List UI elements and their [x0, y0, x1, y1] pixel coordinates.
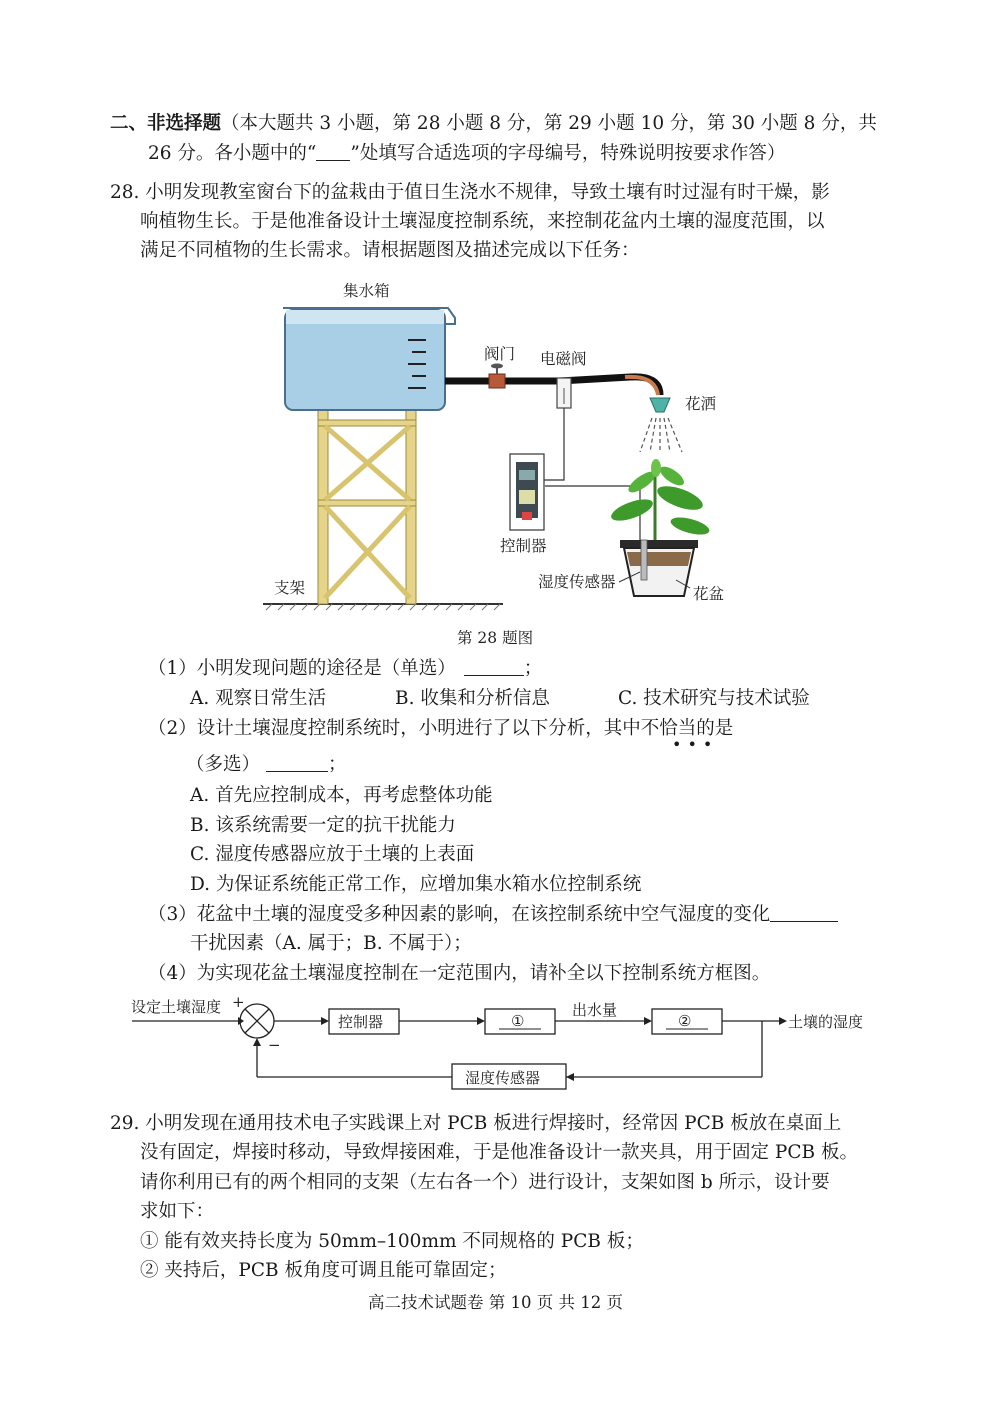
humidity-sensor-probe	[641, 540, 647, 580]
q28-p1-text: （1）小明发现问题的途径是（单选）	[148, 658, 456, 679]
q28-p2-end: ；	[328, 754, 347, 775]
q28-p2-emphasis: 不恰当	[640, 718, 697, 739]
block-input-label: 设定土壤湿度	[131, 998, 222, 1016]
stand	[318, 408, 416, 604]
q28-p1-answer-blank[interactable]	[464, 657, 524, 676]
label-valve: 阀门	[484, 345, 516, 363]
q28-p1-end: ；	[523, 658, 543, 679]
block-controller: 控制器	[338, 1013, 384, 1031]
q28-p2-text-a: （2）设计土壤湿度控制系统时，小明进行了以下分析，其中	[148, 718, 641, 739]
q28-p3-line2: 干扰因素（A. 属于；B. 不属于）；	[190, 933, 472, 954]
q28-p1-option-a: A. 观察日常生活	[190, 688, 327, 709]
block-blank-2: ②	[678, 1012, 692, 1030]
block-blank-1: ①	[511, 1012, 525, 1030]
plant-icon	[609, 459, 712, 540]
block-flow-label: 出水量	[572, 1001, 618, 1019]
section-desc-2a: 26 分。各小题中的“	[148, 143, 317, 164]
solenoid-valve-icon	[557, 378, 571, 408]
q28-p2-option-c: C. 湿度传感器应放于土壤的上表面	[190, 844, 475, 865]
q28-p2-stem2	[186, 752, 347, 778]
block-minus: −	[268, 1036, 281, 1054]
q29-line2: 没有固定，焊接时移动，导致焊接困难，于是他准备设计一款夹具，用于固定 PCB 板。	[140, 1142, 858, 1163]
q29-line1: 29. 小明发现在通用技术电子实践课上对 PCB 板进行焊接时，经常因 PCB 板放在桌面上	[110, 1113, 842, 1134]
block-plus: +	[232, 993, 245, 1011]
block-feedback-sensor: 湿度传感器	[465, 1069, 541, 1087]
q28-p1-stem	[148, 656, 542, 682]
q28-p2-text-b: 的是	[696, 718, 734, 739]
q28-p1-option-b: B. 收集和分析信息	[395, 688, 550, 709]
q28-p2-multiselect: （多选）	[186, 754, 261, 775]
stand-braces	[325, 426, 410, 598]
q28-stem-line1: 28. 小明发现教室窗台下的盆栽由于值日生浇水不规律，导致土壤有时过湿有时干燥，影	[110, 182, 830, 203]
page-footer: 高二技术试题卷 第 10 页 共 12 页	[368, 1293, 623, 1312]
section-desc-2b: ”处填写合适选项的字母编号，特殊说明按要求作答）	[350, 143, 786, 164]
label-solenoid: 电磁阀	[540, 350, 587, 368]
label-pot: 花盆	[693, 585, 725, 603]
q28-p3-answer-blank[interactable]	[770, 903, 838, 922]
valve-icon	[489, 364, 505, 389]
q28-p3-text: （3）花盆中土壤的湿度受多种因素的影响，在该控制系统中空气湿度的变化	[148, 904, 771, 925]
q28-stem-line2: 响植物生长。于是他准备设计土壤湿度控制系统，来控制花盆内土壤的湿度范围，以	[140, 211, 825, 232]
q28-p2-answer-blank[interactable]	[266, 753, 328, 772]
q28-p3-line1	[148, 902, 838, 928]
q28-p2-option-b: B. 该系统需要一定的抗干扰能力	[190, 815, 456, 836]
emphasis-dots: •••	[672, 735, 719, 754]
sprinkler-icon	[640, 398, 682, 452]
label-controller: 控制器	[500, 537, 547, 555]
q28-p2-stem	[148, 716, 733, 742]
flower-pot-icon	[620, 540, 698, 596]
q28-p2-option-a: A. 首先应控制成本，再考虑整体功能	[190, 785, 493, 806]
label-sprinkler: 花洒	[685, 395, 717, 413]
label-tank: 集水箱	[343, 282, 390, 300]
q29-requirement-2: ② 夹持后，PCB 板角度可调且能可靠固定；	[140, 1260, 507, 1281]
q28-stem-line3: 满足不同植物的生长需求。请根据题图及描述完成以下任务：	[140, 240, 640, 261]
section-desc-1: （本大题共 3 小题，第 28 小题 8 分，第 29 小题 10 分，第 30 小题 8 分，共	[221, 113, 877, 134]
label-stand: 支架	[274, 579, 306, 597]
block-output-label: 土壤的湿度	[788, 1013, 864, 1031]
section-title: 二、非选择题	[110, 113, 222, 134]
q28-p1-option-c: C. 技术研究与技术试验	[618, 688, 810, 709]
q29-line3: 请你利用已有的两个相同的支架（左右各一个）进行设计，支架如图 b 所示，设计要	[140, 1172, 830, 1193]
q28-p4-stem: （4）为实现花盆土壤湿度控制在一定范围内，请补全以下控制系统方框图。	[148, 963, 771, 984]
controller-board-icon	[510, 454, 544, 530]
q29-requirement-1: ① 能有效夹持长度为 50mm–100mm 不同规格的 PCB 板；	[140, 1231, 644, 1252]
q28-p2-option-d: D. 为保证系统能正常工作，应增加集水箱水位控制系统	[190, 874, 642, 895]
label-sensor: 湿度传感器	[538, 573, 616, 591]
water-tank	[283, 308, 455, 410]
q29-line4: 求如下：	[140, 1201, 215, 1222]
water-pipe	[445, 377, 660, 395]
figure-caption: 第 28 题图	[457, 629, 534, 647]
